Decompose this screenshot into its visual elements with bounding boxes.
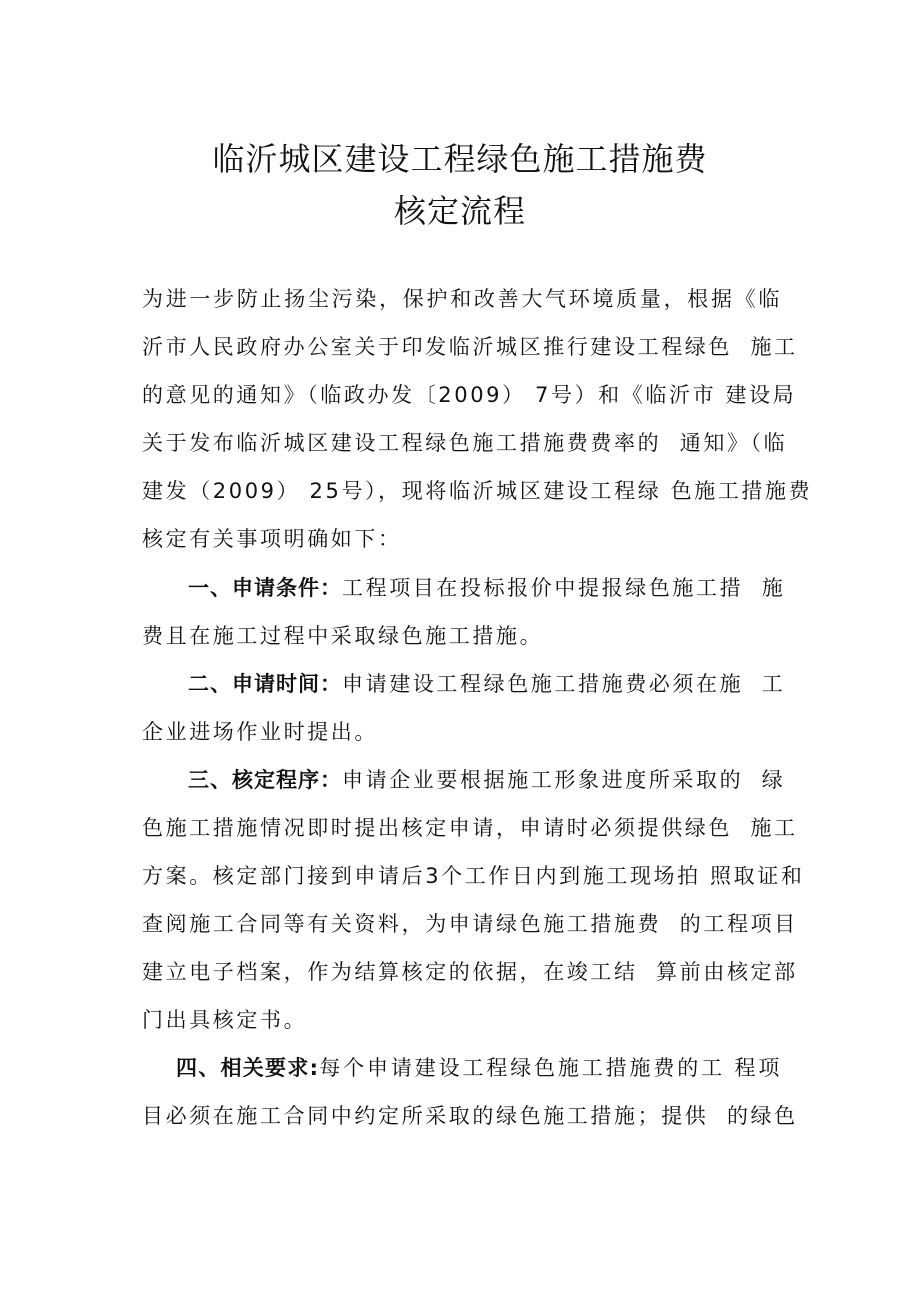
section-1-text: 工程项目在投标报价中提报绿色施工措 施: [342, 576, 786, 600]
section-3-text: 申请企业要根据施工形象进度所采取的 绿: [342, 768, 786, 792]
section-3-line: 方案。核定部门接到申请后3个工作日内到施工现场拍 照取证和: [142, 864, 805, 888]
intro-line: 沂市人民政府办公室关于印发临沂城区推行建设工程绿色 施工: [142, 335, 798, 359]
section-2-text: 申请建设工程绿色施工措施费必须在施 工: [342, 672, 786, 696]
section-3-line: 建立电子档案，作为结算核定的依据，在竣工结 算前由核定部: [142, 960, 798, 984]
intro-line: 核定有关事项明确如下：: [142, 527, 402, 551]
section-2-heading: 二、申请时间：: [188, 672, 342, 696]
document-title-line-1: 临沂城区建设工程绿色施工措施费: [212, 140, 708, 178]
section-3-first-line: [188, 765, 786, 795]
section-3-line: 色施工措施情况即时提出核定申请，申请时必须提供绿色 施工: [142, 816, 798, 840]
section-4-heading: 四、相关要求:: [176, 1056, 319, 1080]
intro-line: 的意见的通知》（临政办发〔2009） 7号）和《临沂市 建设局: [142, 383, 797, 407]
section-4-line: 目必须在施工合同中约定所采取的绿色施工措施；提供 的绿色: [142, 1104, 798, 1128]
intro-line: 建发（2009） 25号），现将临沂城区建设工程绿 色施工措施费: [142, 479, 813, 503]
section-3-heading: 三、核定程序：: [188, 768, 342, 792]
section-4-text: 每个申请建设工程绿色施工措施费的工 程项: [319, 1056, 782, 1080]
intro-line: 为进一步防止扬尘污染，保护和改善大气环境质量，根据《临: [142, 287, 782, 311]
section-2-first-line: [188, 669, 786, 699]
section-2-line: 企业进场作业时提出。: [142, 720, 378, 744]
section-3-line: 门出具核定书。: [142, 1008, 308, 1032]
section-1-first-line: [188, 573, 786, 603]
section-4-first-line: [176, 1053, 782, 1083]
section-3-line: 查阅施工合同等有关资料，为申请绿色施工措施费 的工程项目: [142, 912, 798, 936]
intro-line: 关于发布临沂城区建设工程绿色施工措施费费率的 通知》（临: [142, 431, 788, 455]
section-1-heading: 一、申请条件：: [188, 576, 342, 600]
section-1-line: 费且在施工过程中采取绿色施工措施。: [142, 624, 544, 648]
document-title-line-2: 核定流程: [393, 192, 526, 230]
